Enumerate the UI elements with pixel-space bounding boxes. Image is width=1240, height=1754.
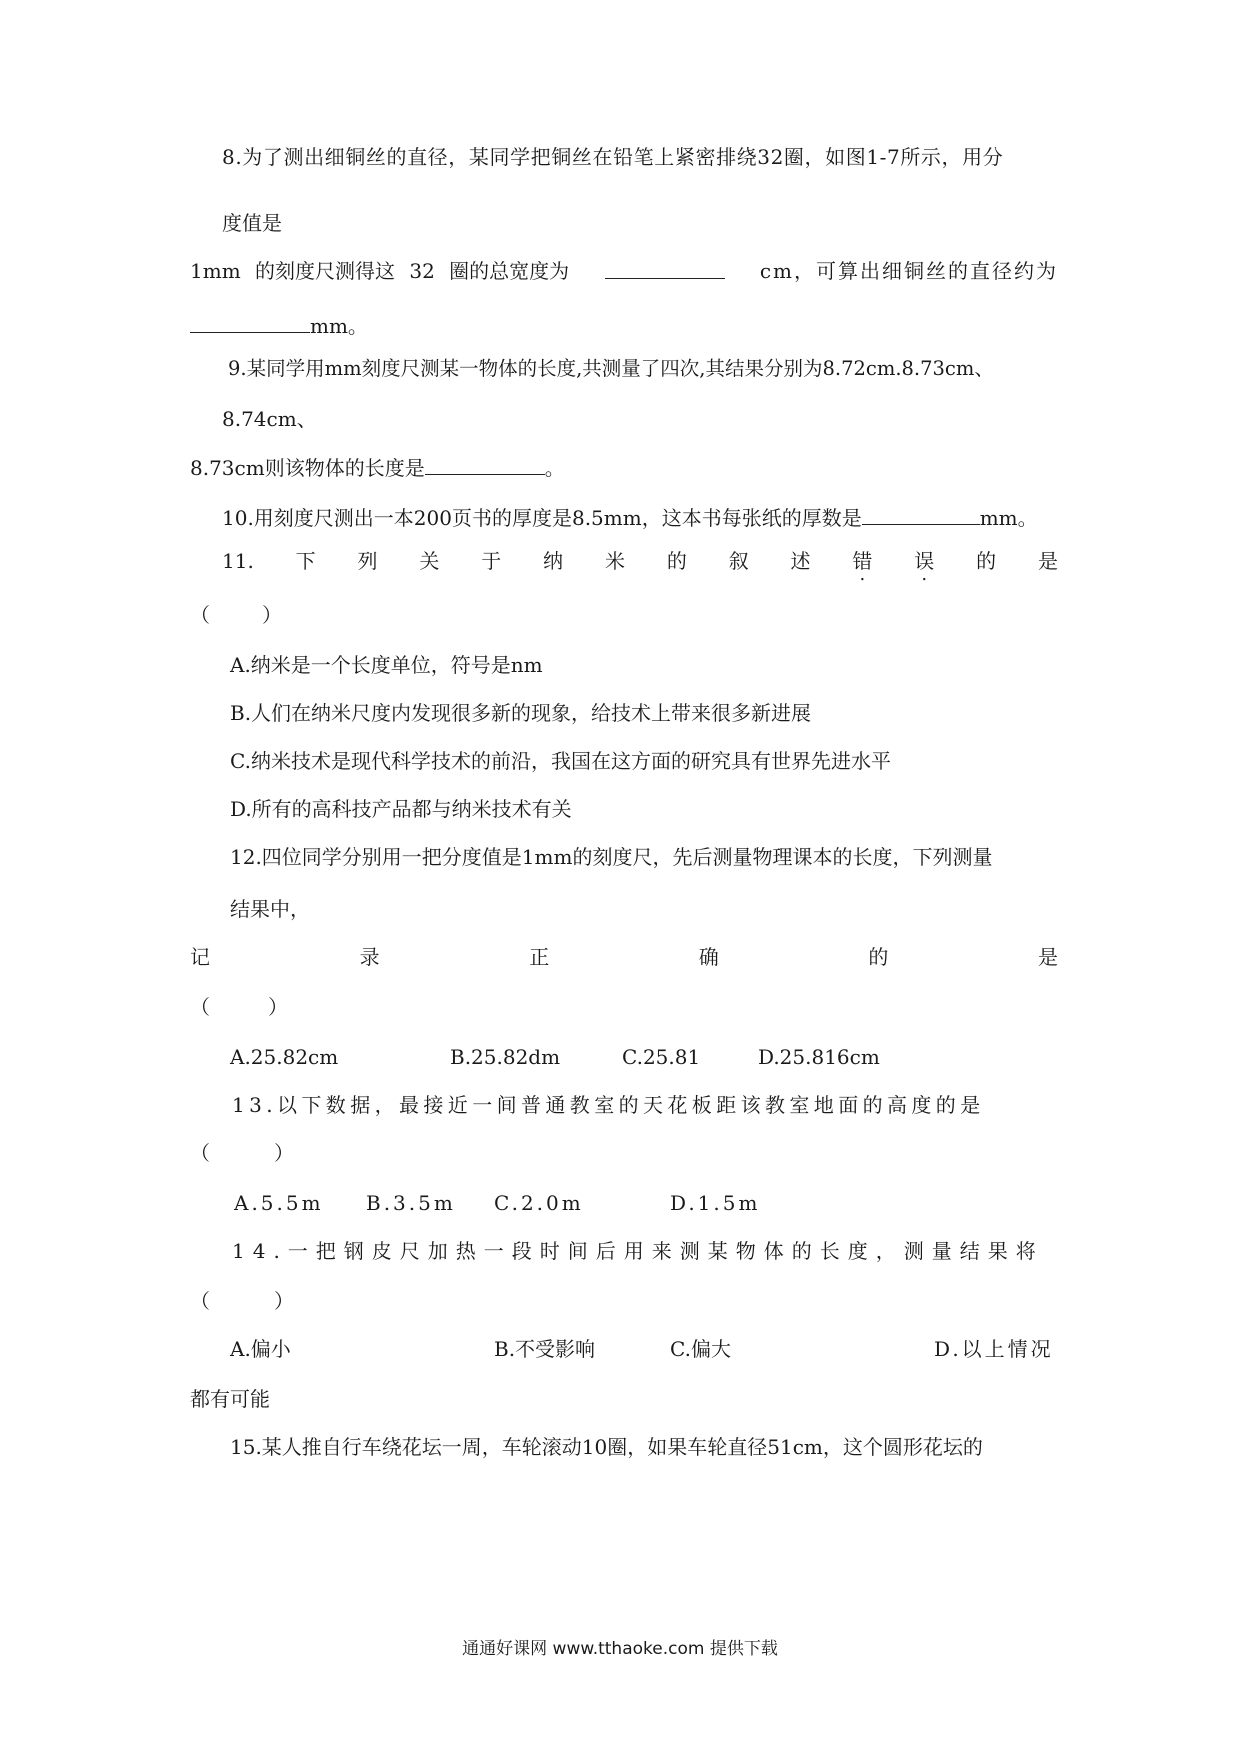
- q8-line3-a: 1mm 的刻度尺测得这 32 圈的总宽度为: [190, 259, 570, 283]
- q9-blank[interactable]: [425, 454, 545, 475]
- q12-word: 是: [1037, 945, 1058, 969]
- q11-word: 叙: [728, 549, 749, 573]
- q10-line1: [222, 504, 1038, 531]
- q8-line1: [222, 144, 1058, 170]
- q14-option-a: A.偏小: [230, 1337, 291, 1361]
- q9-line3-a: 8.73cm则该物体的长度是: [190, 456, 425, 480]
- q14-option-d: D.以上情况: [934, 1337, 1054, 1361]
- q8-line4: [190, 312, 368, 339]
- q14-line1-text: 14.一把钢皮尺加热一段时间后用来测某物体的长度，测量结果将: [232, 1239, 1044, 1263]
- q11-word: 述: [790, 549, 811, 573]
- q12-answer-paren[interactable]: （ ）: [190, 995, 294, 1019]
- q13-answer-paren[interactable]: （ ）: [190, 1141, 302, 1165]
- q9-line3-b: 。: [544, 456, 565, 480]
- q14-option-c: C.偏大: [670, 1337, 731, 1361]
- q11-option-b: B.人们在纳米尺度内发现很多新的现象，给技术上带来很多新进展: [230, 701, 812, 725]
- q8-line4-b: mm。: [310, 314, 368, 338]
- q12-line3: [190, 944, 1058, 970]
- q13-line1: [232, 1092, 1058, 1118]
- q8-line3-b: cm，可算出细铜丝的直径约为: [759, 259, 1058, 283]
- q15-line1: 15.某人推自行车绕花坛一周，车轮滚动10圈，如果车轮直径51cm，这个圆形花坛的: [230, 1435, 983, 1459]
- q11-word: 是: [1037, 549, 1058, 573]
- q11-word: 的: [666, 549, 687, 573]
- q14-tail: 都有可能: [190, 1387, 270, 1411]
- q12-option-c: C.25.81: [622, 1045, 701, 1069]
- q12-word: 录: [359, 945, 380, 969]
- q12-line1: 12.四位同学分别用一把分度值是1mm的刻度尺，先后测量物理课本的长度，下列测量: [230, 845, 993, 869]
- q11-option-d: D.所有的高科技产品都与纳米技术有关: [230, 797, 572, 821]
- q11-word: 下: [295, 549, 316, 573]
- q11-word: 11.: [222, 549, 254, 573]
- q12-word: 确: [698, 945, 719, 969]
- q11-word: 关: [419, 549, 440, 573]
- q9-line3: [190, 454, 565, 481]
- q11-title-line: [222, 548, 1058, 574]
- q11-option-c: C.纳米技术是现代科学技术的前沿，我国在这方面的研究具有世界先进水平: [230, 749, 891, 773]
- q11-word: 的: [976, 549, 997, 573]
- q11-word: 于: [481, 549, 502, 573]
- q13-option-c: C.2.0m: [494, 1191, 584, 1215]
- q8-line1-text: 8.为了测出细铜丝的直径，某同学把铜丝在铅笔上紧密排绕32圈，如图1-7所示，用分: [222, 145, 1004, 169]
- q12-option-a: A.25.82cm: [230, 1045, 339, 1069]
- q13-option-b: B.3.5m: [366, 1191, 456, 1215]
- q11-word: 米: [604, 549, 625, 573]
- q14-answer-paren[interactable]: （ ）: [190, 1289, 302, 1313]
- q10-blank[interactable]: [862, 504, 980, 525]
- q10-line1-b: mm。: [979, 506, 1038, 530]
- q14-line1: [232, 1238, 1058, 1264]
- q11-option-a: A.纳米是一个长度单位，符号是nm: [230, 653, 543, 677]
- q12-word: 的: [868, 945, 889, 969]
- q12-word: 正: [529, 945, 550, 969]
- q11-word: 纳: [543, 549, 564, 573]
- page-footer: 通通好课网 www.tthaoke.com 提供下载: [462, 1639, 778, 1659]
- q13-line1-text: 13.以下数据，最接近一间普通教室的天花板距该教室地面的高度的是: [232, 1093, 985, 1117]
- q9-line1: 9.某同学用mm刻度尺测某一物体的长度,共测量了四次,其结果分别为8.72cm.8.73cm、: [228, 357, 994, 380]
- q11-answer-paren[interactable]: （ ）: [190, 603, 286, 627]
- q11-word: 列: [357, 549, 378, 573]
- q12-line2: 结果中，: [230, 897, 310, 921]
- q12-option-d: D.25.816cm: [758, 1045, 880, 1069]
- q8-line3: [190, 258, 1058, 284]
- q9-line2: 8.74cm、: [222, 407, 317, 431]
- q13-option-a: A.5.5m: [234, 1191, 324, 1215]
- q12-option-b: B.25.82dm: [450, 1045, 561, 1069]
- q11-word-emphasis: 错 .: [852, 548, 872, 574]
- q8-blank-1[interactable]: [605, 258, 725, 279]
- q11-word-emphasis: 误 .: [914, 548, 934, 574]
- q13-option-d: D.1.5m: [670, 1191, 761, 1215]
- q14-option-b: B.不受影响: [494, 1337, 596, 1361]
- q8-line2: 度值是: [222, 211, 282, 235]
- q12-word: 记: [190, 945, 210, 969]
- q8-blank-2[interactable]: [190, 312, 310, 333]
- q10-line1-a: 10.用刻度尺测出一本200页书的厚度是8.5mm，这本书每张纸的厚数是: [222, 506, 862, 530]
